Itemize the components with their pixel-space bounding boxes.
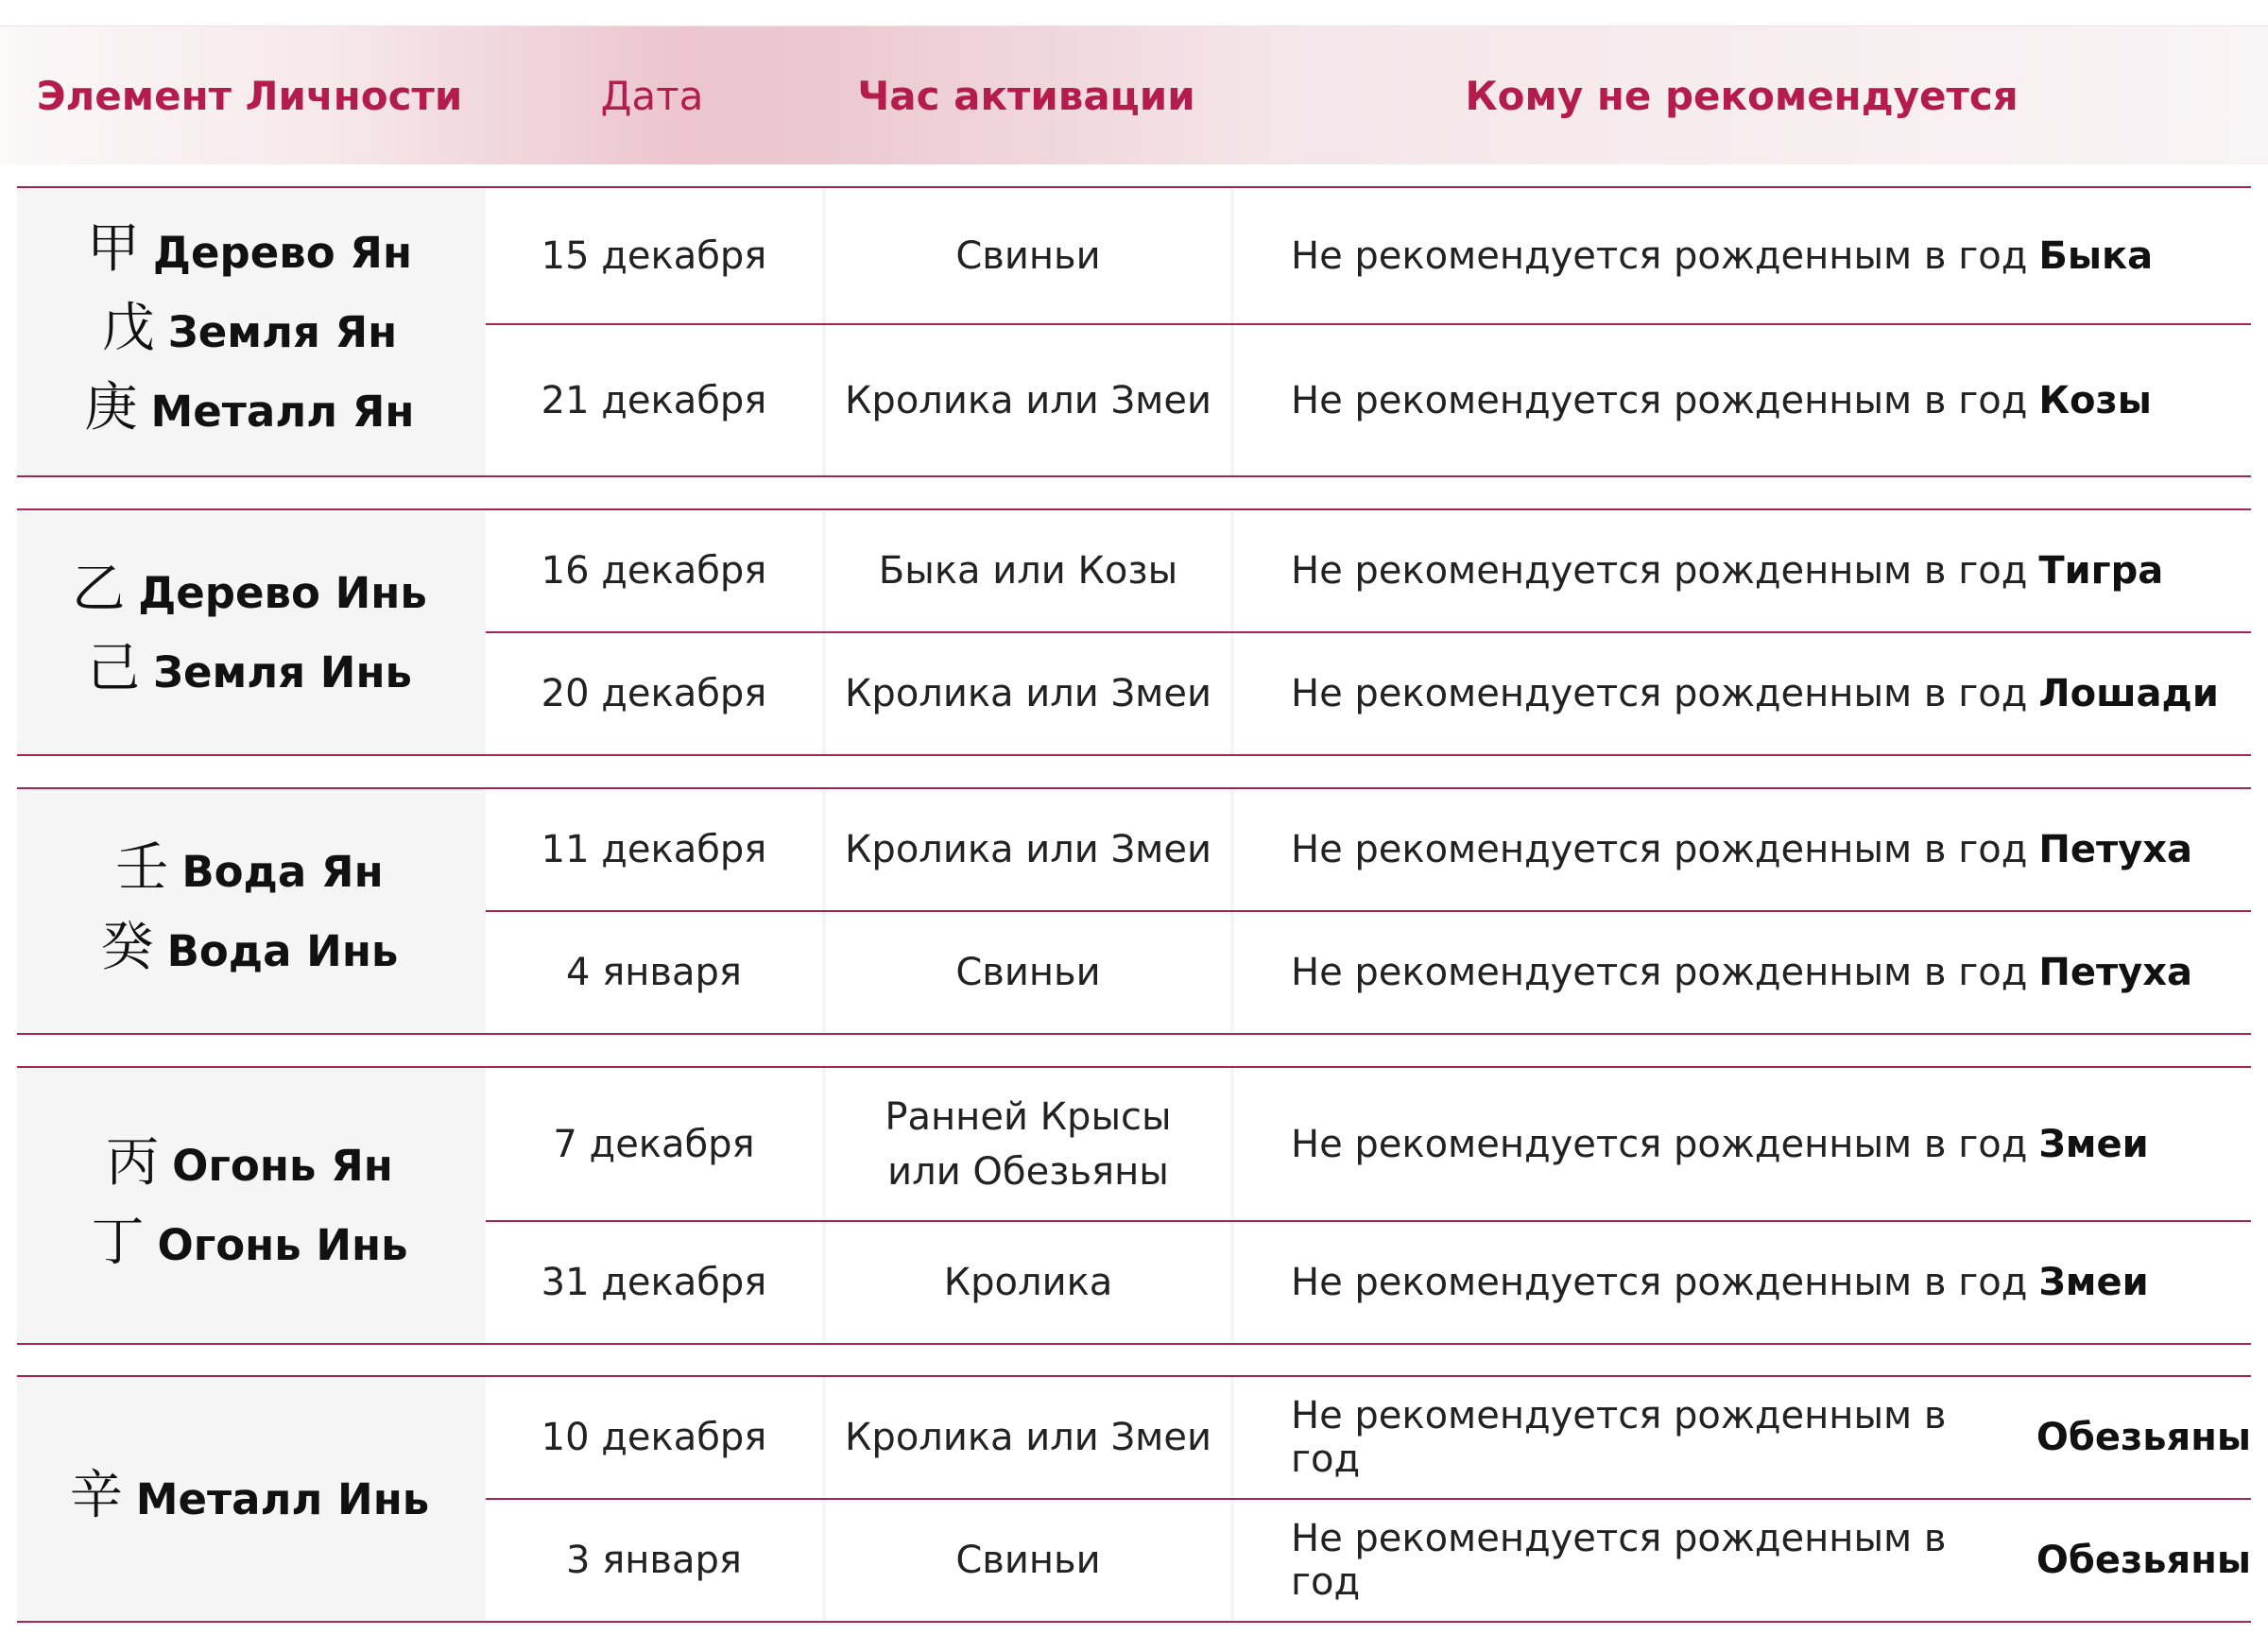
date-cell: 10 декабря [541,1416,767,1459]
hieroglyph-icon: 戊 [101,298,155,359]
date-cell: 16 декабря [541,549,767,593]
hieroglyph-icon: 乙 [72,559,126,620]
element-item [91,1206,407,1285]
zodiac-year: Быка [2038,233,2154,278]
date-cell: 21 декабря [541,378,767,422]
not-recommended-cell [1234,325,2251,475]
hour-cell: Кролика или Змеи [845,1416,1211,1459]
hieroglyph-icon: 丁 [91,1211,145,1273]
not-recommended-prefix: Не рекомендуется рожденным в год [1291,378,2028,422]
element-name: Земля Инь [153,646,412,697]
element-item [70,1459,430,1539]
hieroglyph-icon: 甲 [86,218,140,280]
header-element: Элемент Личности [36,72,463,119]
element-group [17,787,2251,1035]
header-hour: Час активации [857,72,1195,119]
header-date: Дата [600,72,704,119]
not-recommended-prefix: Не рекомендуется рожденным в год [1291,828,2028,871]
not-recommended-cell [1234,789,2251,910]
not-recommended-cell [1234,510,2251,631]
element-group [17,1066,2251,1345]
element-name: Земля Ян [167,306,398,357]
element-cell [17,1377,482,1621]
not-recommended-prefix: Не рекомендуется рожденным в год [1291,672,2028,715]
hieroglyph-icon: 庚 [84,377,138,439]
element-group [17,186,2251,477]
element-name: Вода Инь [166,925,399,976]
hour-cell: Кролика [943,1261,1113,1304]
zodiac-year: Обезьяны [2036,1539,2251,1582]
not-recommended-prefix: Не рекомендуется рожденным в год [1291,1122,2028,1166]
not-recommended-prefix: Не рекомендуется рожденным в год [1291,233,2028,278]
zodiac-year: Обезьяны [2036,1416,2251,1459]
element-name: Металл Инь [135,1473,430,1524]
table-row [486,325,2251,475]
hour-line: или Обезьяны [887,1149,1169,1194]
hour-cell: Быка или Козы [878,549,1178,593]
table-row [486,1068,2251,1220]
hieroglyph-icon: 壬 [115,837,169,899]
date-cell: 4 января [566,951,742,994]
element-item [84,371,414,451]
element-cell [17,789,482,1033]
hour-cell: Кролика или Змеи [845,672,1211,715]
element-item [106,1127,393,1206]
zodiac-year: Петуха [2038,828,2193,871]
hour-cell: Свиньи [955,233,1101,278]
hieroglyph-icon: 癸 [100,917,154,978]
date-cell: 11 декабря [541,828,767,871]
hour-cell: Кролика или Змеи [845,828,1211,871]
element-name: Дерево Инь [138,567,427,618]
zodiac-year: Козы [2038,378,2152,422]
date-cell: 15 декабря [541,233,767,278]
hieroglyph-icon: 辛 [69,1465,123,1526]
date-cell: 7 декабря [553,1122,755,1166]
element-name: Дерево Ян [152,227,413,278]
element-item [72,553,427,632]
element-name: Огонь Ян [172,1141,393,1191]
not-recommended-prefix: Не рекомендуется рожденным в год [1291,951,2028,994]
zodiac-year: Петуха [2038,951,2193,994]
hour-cell: Свиньи [955,951,1101,994]
element-item [101,911,399,990]
element-group [17,1375,2251,1623]
table-row [486,912,2251,1033]
not-recommended-prefix: Не рекомендуется рожденным в год [1291,1261,2028,1304]
hour-cell: Свиньи [955,1539,1101,1582]
hour-cell [826,1068,1230,1220]
table-row [486,510,2251,631]
element-group [17,508,2251,756]
table-row [486,188,2251,323]
element-cell [17,1068,482,1343]
table-row [486,1222,2251,1343]
hieroglyph-icon: 己 [87,638,140,699]
header-not-recommended: Кому не рекомендуется [1465,72,2019,119]
not-recommended-cell [1234,1068,2251,1220]
zodiac-year: Змеи [2038,1122,2149,1166]
element-name: Металл Ян [150,386,415,437]
hour-line: Ранней Крысы [885,1094,1172,1139]
element-cell [17,510,482,754]
hour-cell: Кролика или Змеи [845,378,1211,422]
not-recommended-cell [1234,188,2251,323]
element-item [87,213,412,292]
not-recommended-cell [1234,1500,2251,1621]
not-recommended-cell [1234,633,2251,754]
not-recommended-prefix: Не рекомендуется рожденным в год [1291,549,2028,593]
element-name: Вода Ян [181,846,384,897]
not-recommended-cell [1234,1377,2251,1498]
hieroglyph-icon: 丙 [106,1131,160,1194]
not-recommended-prefix: Не рекомендуется рожденным в год [1291,1394,1947,1481]
date-cell: 3 января [566,1539,742,1582]
element-cell [17,188,482,475]
zodiac-year: Змеи [2038,1261,2149,1304]
table-row [486,1500,2251,1621]
element-item [115,832,383,911]
element-item [87,632,412,712]
date-cell: 20 декабря [541,672,767,715]
table-row [486,789,2251,910]
table-row [486,1377,2251,1498]
not-recommended-prefix: Не рекомендуется рожденным в год [1291,1517,1947,1604]
table-row [486,633,2251,754]
zodiac-year: Лошади [2038,672,2219,715]
not-recommended-cell [1234,1222,2251,1343]
element-name: Огонь Инь [157,1220,408,1270]
date-cell: 31 декабря [541,1261,767,1304]
zodiac-year: Тигра [2038,549,2164,593]
element-item [102,292,398,371]
not-recommended-cell [1234,912,2251,1033]
table-header [0,26,2268,164]
